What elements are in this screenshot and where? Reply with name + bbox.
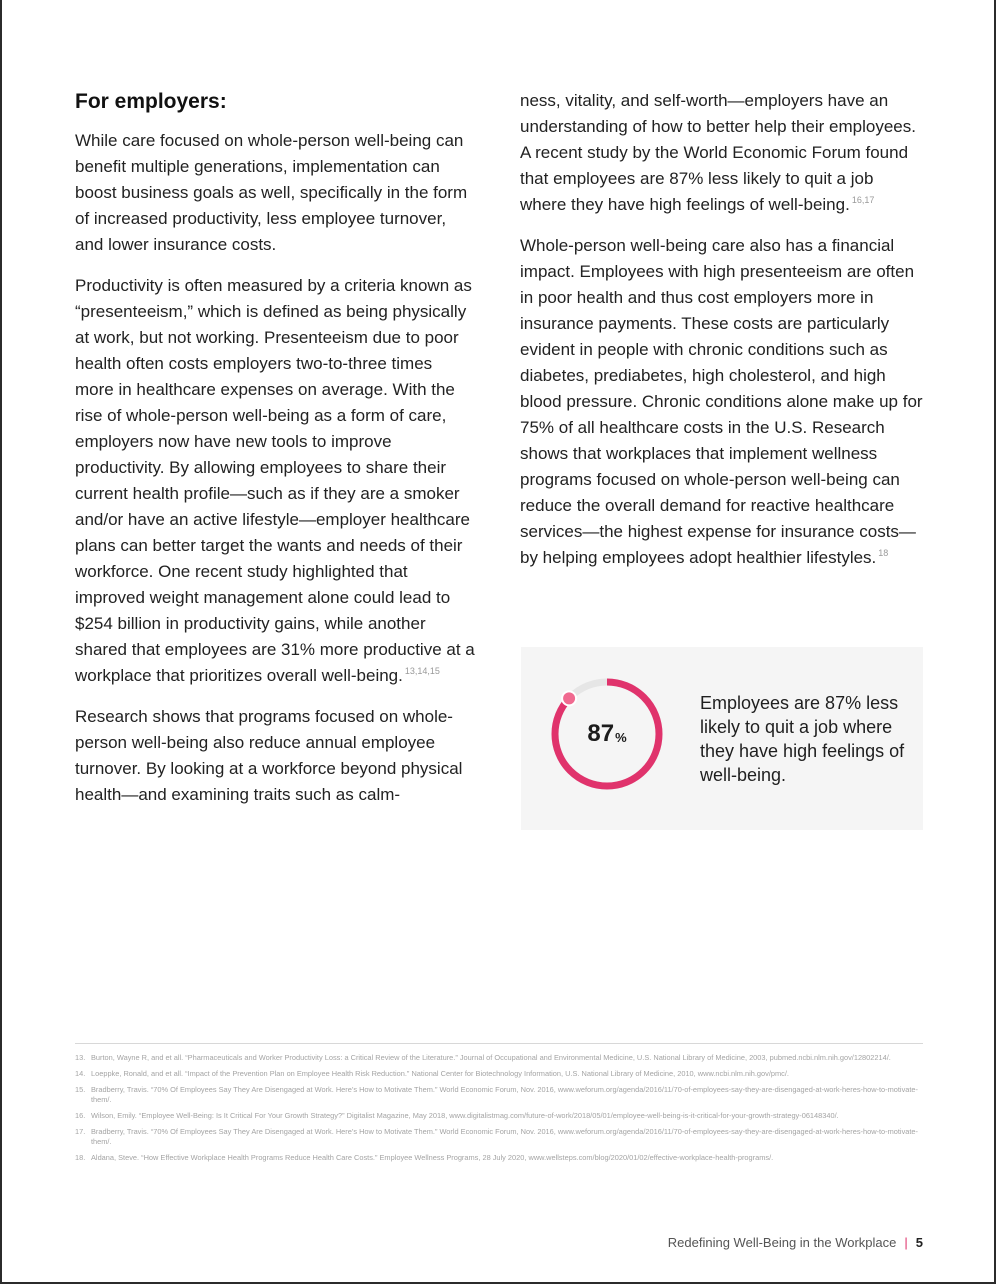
stat-callout [521,647,923,830]
financial-impact-paragraph: Whole-person well-being care also has a financial impact. Employees with high presenteeism are often in poor health and thus cost employers more in insurance payments. These costs are particularly evident in people with chronic conditions such as diabetes, prediabetes, high cholesterol, and high blood pressure. Chronic conditions alone make up for 75% of all healthcare costs in the U.S. Research shows that workplaces that implement wellness programs focused on whole-person well-being can reduce the overall demand for reactive healthcare services—the highest expense for insurance costs—by helping employees adopt healthier lifestyles. $^{18}$ [520,236,923,567]
footnote-item: 14. Loeppke, Ronald, and et all. “Impact of the Prevention Plan on Employee Health Risk Reduction.” National Center for Biotechnology Information, U.S. National Library of Medicine, 2010, www.ncbi.nlm.nih.gov/pmc/. [75,1069,789,1078]
footnote-item: 16. Wilson, Emily. “Employee Well-Being: Is It Critical For Your Growth Strategy?” Digitalist Magazine, May 2018, www.digitalistmag.com/future-of-work/2018/05/01/employee-well-being-is-it-critical-for-your-growth-strategy-06148340/. [75,1111,839,1120]
citation-ref[interactable]: 13,14,15 [404,666,440,677]
stat-description: Employees are 87% less likely to quit a job where they have high feelings of well-being. [700,693,905,785]
footnote-divider [75,1043,923,1044]
footnote-item: 15. Bradberry, Travis. “70% Of Employees Say They Are Disengaged at Work. Here’s How to Motivate Them.” World Economic Forum, Nov. 2016, www.weforum.org/agenda/2016/11/70-of-employees-say-they-are-disengaged-at-work-heres-how-to-motivate-them/. [75,1085,919,1104]
footnotes [75,1053,925,1169]
right-column [520,88,923,586]
citation-ref[interactable]: 18 [878,548,889,559]
page-footer [668,1235,923,1250]
stat-unit: % [615,730,627,745]
citation-ref[interactable]: 16,17 [851,195,875,206]
turnover-continued-paragraph: ness, vitality, and self-worth—employers have an understanding of how to better help their employees. A recent study by the World Economic Forum found that employees are 87% less likely to quit a job where they have high feelings of well-being. $^{16,17}$ [520,91,916,214]
footnote-item: 13. Burton, Wayne R, and et all. “Pharmaceuticals and Worker Productivity Loss: a Critical Review of the Literature.” Journal of Occupational and Environmental Medicine, U.S. National Library of Medicine, 2003, pubmed.ncbi.nlm.nih.gov/12802214/. [75,1053,891,1062]
stat-value [549,676,665,792]
turnover-paragraph: Research shows that programs focused on whole-person well-being also reduce annual employee turnover. By looking at a workforce beyond physical health—and examining traits such as calm- [75,707,463,804]
left-column [75,88,475,823]
footer-separator: | [904,1235,908,1250]
footnote-item: 18. Aldana, Steve. “How Effective Workplace Health Programs Reduce Health Care Costs.” Employee Wellness Programs, 28 July 2020, www.wellsteps.com/blog/2020/01/02/effective-workplace-health-programs/. [75,1153,774,1162]
stat-number: 87 [587,720,615,747]
productivity-paragraph: Productivity is often measured by a criteria known as “presenteeism,” which is defined as being physically at work, but not working. Presenteeism due to poor health often costs employers two-to-three times more in healthcare expenses on average. With the rise of whole-person well-being as a form of care, employers now have new tools to improve productivity. By allowing employees to share their current health profile—such as if they are a smoker and/or have an active lifestyle—employer healthcare plans can better target the wants and needs of their workforce. One recent study highlighted that improved weight management alone could lead to $254 billion in productivity gains, while another shared that employees are 31% more productive at a workplace that prioritizes overall well-being. $^{13,14,15}$ [75,276,475,685]
intro-paragraph: While care focused on whole-person well-being can benefit multiple generations, implementation can boost business goals as well, specifically in the form of increased productivity, less employee turnover, and lower insurance costs. [75,131,468,254]
document-title: Redefining Well-Being in the Workplace [667,1235,897,1250]
page-number: 5 [915,1235,923,1250]
section-heading: For employers: [75,90,227,113]
footnote-item: 17. Bradberry, Travis. “70% Of Employees Say They Are Disengaged at Work. Here’s How to Motivate Them.” World Economic Forum, Nov. 2016, www.weforum.org/agenda/2016/11/70-of-employees-say-they-are-disengaged-at-work-heres-how-to-motivate-them/. [75,1127,919,1146]
